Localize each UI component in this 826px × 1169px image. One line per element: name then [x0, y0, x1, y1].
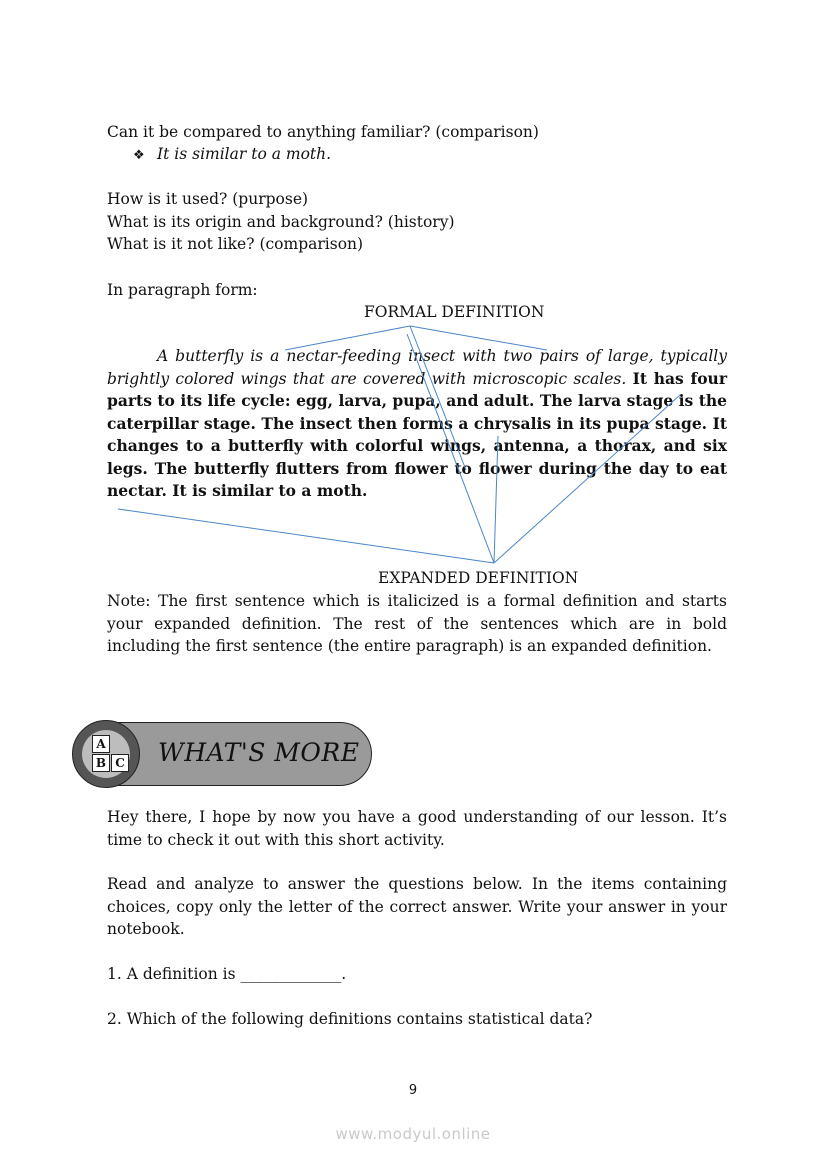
formal-connector-line — [285, 326, 410, 350]
question-history: What is its origin and background? (history) — [107, 213, 455, 231]
formal-connector-line — [410, 326, 547, 350]
note-paragraph: Note: The first sentence which is italicized is a formal definition and starts your expanded definition. The rest of the sentences which are in bold including the first sentence (the entire paragraph) is an expanded definition. — [107, 592, 727, 655]
whats-more-banner — [72, 720, 372, 788]
instructions-paragraph: Read and analyze to answer the questions below. In the items containing choices, copy only the letter of the correct answer. Write your answer in your notebook. — [107, 875, 727, 938]
expanded-connector-line — [407, 334, 494, 563]
question-comparison: Can it be compared to anything familiar? (comparison) — [107, 123, 539, 141]
expanded-connector-line — [494, 395, 680, 563]
watermark: www.modyul.online — [335, 1125, 491, 1143]
expanded-definition-sentences: It has four parts to its life cycle: egg, larva, pupa, and adult. The larva stage is the caterpillar stage. The insect then forms a chrysalis in its pupa stage. It changes to a butterfly with colorful wings, antenna, a thorax, and six legs. The butterfly flutters from flower to flower during the day to eat nectar. It is similar to a moth. — [107, 368, 727, 500]
question-not-like: What is it not like? (comparison) — [107, 235, 364, 253]
expanded-connector-line — [118, 509, 494, 563]
formal-definition-label: FORMAL DEFINITION — [364, 303, 545, 321]
formal-connector-line — [410, 326, 466, 470]
banner-emblem — [72, 720, 140, 788]
letter-block-c: C — [111, 754, 129, 772]
formal-definition-sentence: A butterfly is a nectar-feeding insect with two pairs of large, typically brightly colored wings that are covered with microscopic scales. — [107, 347, 727, 388]
bullet-text: It is similar to a moth. — [157, 145, 332, 163]
paragraph-form-intro: In paragraph form: — [107, 281, 258, 299]
question-1: 1. A definition is _____________. — [107, 965, 347, 983]
letter-block-b: B — [92, 754, 110, 772]
greeting-paragraph: Hey there, I hope by now you have a good understanding of our lesson. It’s time to check it out with this short activity. — [107, 808, 727, 849]
question-purpose: How is it used? (purpose) — [107, 190, 309, 208]
banner-title: WHAT'S MORE — [158, 738, 360, 767]
abc-blocks-icon — [82, 730, 130, 778]
question-2: 2. Which of the following definitions contains statistical data? — [107, 1010, 593, 1028]
page-number: 9 — [408, 1083, 418, 1098]
letter-block-a: A — [92, 735, 110, 753]
expanded-connector-line — [494, 436, 498, 563]
diamond-bullet-icon: ❖ — [133, 148, 145, 163]
expanded-definition-label: EXPANDED DEFINITION — [378, 569, 579, 587]
